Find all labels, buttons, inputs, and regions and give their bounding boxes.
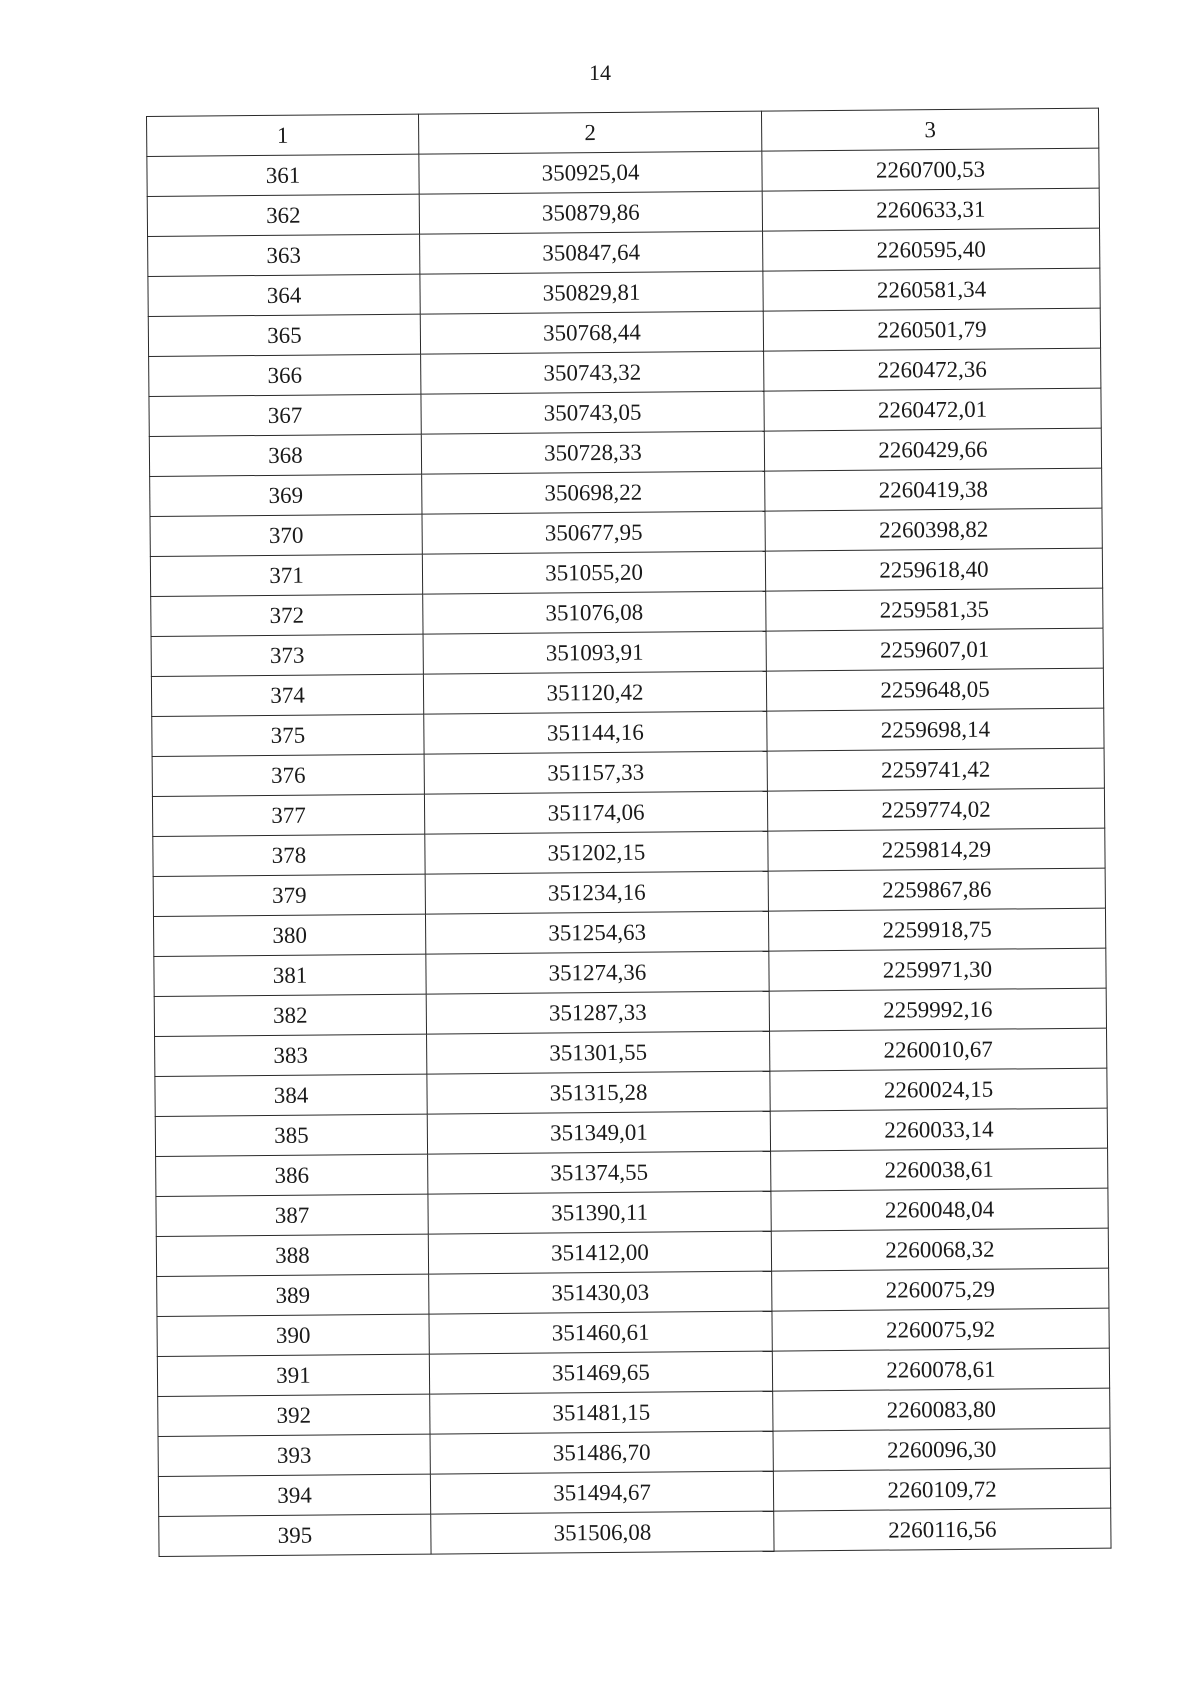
y-coordinate-cell: 2260581,34 [763,268,1100,311]
y-coordinate-cell: 2260048,04 [771,1188,1108,1231]
x-coordinate-cell: 351412,00 [428,1231,771,1274]
point-number-cell: 361 [147,154,419,196]
x-coordinate-cell: 351157,33 [424,751,767,794]
y-coordinate-cell: 2260010,67 [770,1028,1107,1071]
point-number-cell: 373 [151,634,423,676]
table-row [159,1508,1111,1556]
x-coordinate-cell: 351174,06 [424,791,767,834]
y-coordinate-cell: 2260633,31 [762,188,1099,231]
table-body [147,148,1111,1556]
point-number-cell: 395 [159,1514,431,1556]
point-number-cell: 363 [148,234,420,276]
x-coordinate-cell: 350728,33 [421,431,764,474]
x-coordinate-cell: 351234,16 [425,871,768,914]
x-coordinate-cell: 350698,22 [422,471,765,514]
y-coordinate-cell: 2259992,16 [769,988,1106,1031]
x-coordinate-cell: 350743,05 [421,391,764,434]
x-coordinate-cell: 351494,67 [430,1471,773,1514]
point-number-cell: 366 [149,354,421,396]
point-number-cell: 369 [150,474,422,516]
point-number-cell: 379 [153,874,425,916]
point-number-cell: 380 [153,914,425,956]
x-coordinate-cell: 351287,33 [426,991,769,1034]
point-number-cell: 385 [155,1114,427,1156]
y-coordinate-cell: 2260398,82 [765,508,1102,551]
y-coordinate-cell: 2260419,38 [765,468,1102,511]
x-coordinate-cell: 351202,15 [425,831,768,874]
point-number-cell: 370 [150,514,422,556]
point-number-cell: 378 [153,834,425,876]
coordinates-table [146,108,1112,1557]
y-coordinate-cell: 2259918,75 [768,908,1105,951]
column-header-1: 1 [147,114,419,156]
y-coordinate-cell: 2259774,02 [767,788,1104,831]
point-number-cell: 391 [157,1354,429,1396]
y-coordinate-cell: 2260033,14 [770,1108,1107,1151]
point-number-cell: 382 [154,994,426,1036]
x-coordinate-cell: 351374,55 [428,1151,771,1194]
y-coordinate-cell: 2259814,29 [768,828,1105,871]
y-coordinate-cell: 2260075,92 [772,1308,1109,1351]
point-number-cell: 377 [152,794,424,836]
y-coordinate-cell: 2259618,40 [765,548,1102,591]
column-header-2: 2 [418,111,761,154]
x-coordinate-cell: 351315,28 [427,1071,770,1114]
x-coordinate-cell: 351120,42 [423,671,766,714]
y-coordinate-cell: 2260472,01 [764,388,1101,431]
y-coordinate-cell: 2260700,53 [762,148,1099,191]
point-number-cell: 367 [149,394,421,436]
point-number-cell: 364 [148,274,420,316]
x-coordinate-cell: 350847,64 [420,231,763,274]
x-coordinate-cell: 351390,11 [428,1191,771,1234]
x-coordinate-cell: 351301,55 [427,1031,770,1074]
point-number-cell: 381 [154,954,426,996]
y-coordinate-cell: 2260083,80 [773,1388,1110,1431]
y-coordinate-cell: 2259741,42 [767,748,1104,791]
point-number-cell: 389 [157,1274,429,1316]
y-coordinate-cell: 2259698,14 [767,708,1104,751]
y-coordinate-cell: 2260038,61 [771,1148,1108,1191]
point-number-cell: 384 [155,1074,427,1116]
point-number-cell: 372 [151,594,423,636]
point-number-cell: 386 [156,1154,428,1196]
x-coordinate-cell: 351254,63 [425,911,768,954]
point-number-cell: 371 [150,554,422,596]
point-number-cell: 362 [147,194,419,236]
x-coordinate-cell: 350829,81 [420,271,763,314]
x-coordinate-cell: 350677,95 [422,511,765,554]
point-number-cell: 390 [157,1314,429,1356]
x-coordinate-cell: 351430,03 [429,1271,772,1314]
y-coordinate-cell: 2259648,05 [766,668,1103,711]
x-coordinate-cell: 351481,15 [430,1391,773,1434]
x-coordinate-cell: 351460,61 [429,1311,772,1354]
point-number-cell: 368 [149,434,421,476]
y-coordinate-cell: 2260096,30 [773,1428,1110,1471]
x-coordinate-cell: 351093,91 [423,631,766,674]
column-header-3: 3 [761,108,1098,151]
x-coordinate-cell: 350743,32 [421,351,764,394]
point-number-cell: 365 [148,314,420,356]
y-coordinate-cell: 2260429,66 [764,428,1101,471]
y-coordinate-cell: 2260116,56 [774,1508,1111,1551]
point-number-cell: 375 [152,714,424,756]
y-coordinate-cell: 2259867,86 [768,868,1105,911]
point-number-cell: 383 [155,1034,427,1076]
y-coordinate-cell: 2259581,35 [766,588,1103,631]
x-coordinate-cell: 351076,08 [423,591,766,634]
y-coordinate-cell: 2260068,32 [771,1228,1108,1271]
x-coordinate-cell: 351469,65 [429,1351,772,1394]
x-coordinate-cell: 350879,86 [419,191,762,234]
point-number-cell: 374 [151,674,423,716]
x-coordinate-cell: 351506,08 [431,1511,774,1554]
y-coordinate-cell: 2260595,40 [763,228,1100,271]
x-coordinate-cell: 351349,01 [427,1111,770,1154]
point-number-cell: 376 [152,754,424,796]
point-number-cell: 392 [158,1394,430,1436]
y-coordinate-cell: 2259607,01 [766,628,1103,671]
point-number-cell: 394 [158,1474,430,1516]
x-coordinate-cell: 351055,20 [422,551,765,594]
y-coordinate-cell: 2260078,61 [772,1348,1109,1391]
point-number-cell: 387 [156,1194,428,1236]
x-coordinate-cell: 350768,44 [420,311,763,354]
x-coordinate-cell: 351274,36 [426,951,769,994]
y-coordinate-cell: 2260024,15 [770,1068,1107,1111]
page-number: 14 [589,60,611,85]
x-coordinate-cell: 351486,70 [430,1431,773,1474]
x-coordinate-cell: 351144,16 [424,711,767,754]
y-coordinate-cell: 2260109,72 [773,1468,1110,1511]
y-coordinate-cell: 2260075,29 [772,1268,1109,1311]
x-coordinate-cell: 350925,04 [419,151,762,194]
y-coordinate-cell: 2260472,36 [764,348,1101,391]
y-coordinate-cell: 2260501,79 [763,308,1100,351]
point-number-cell: 388 [156,1234,428,1276]
point-number-cell: 393 [158,1434,430,1476]
y-coordinate-cell: 2259971,30 [769,948,1106,991]
